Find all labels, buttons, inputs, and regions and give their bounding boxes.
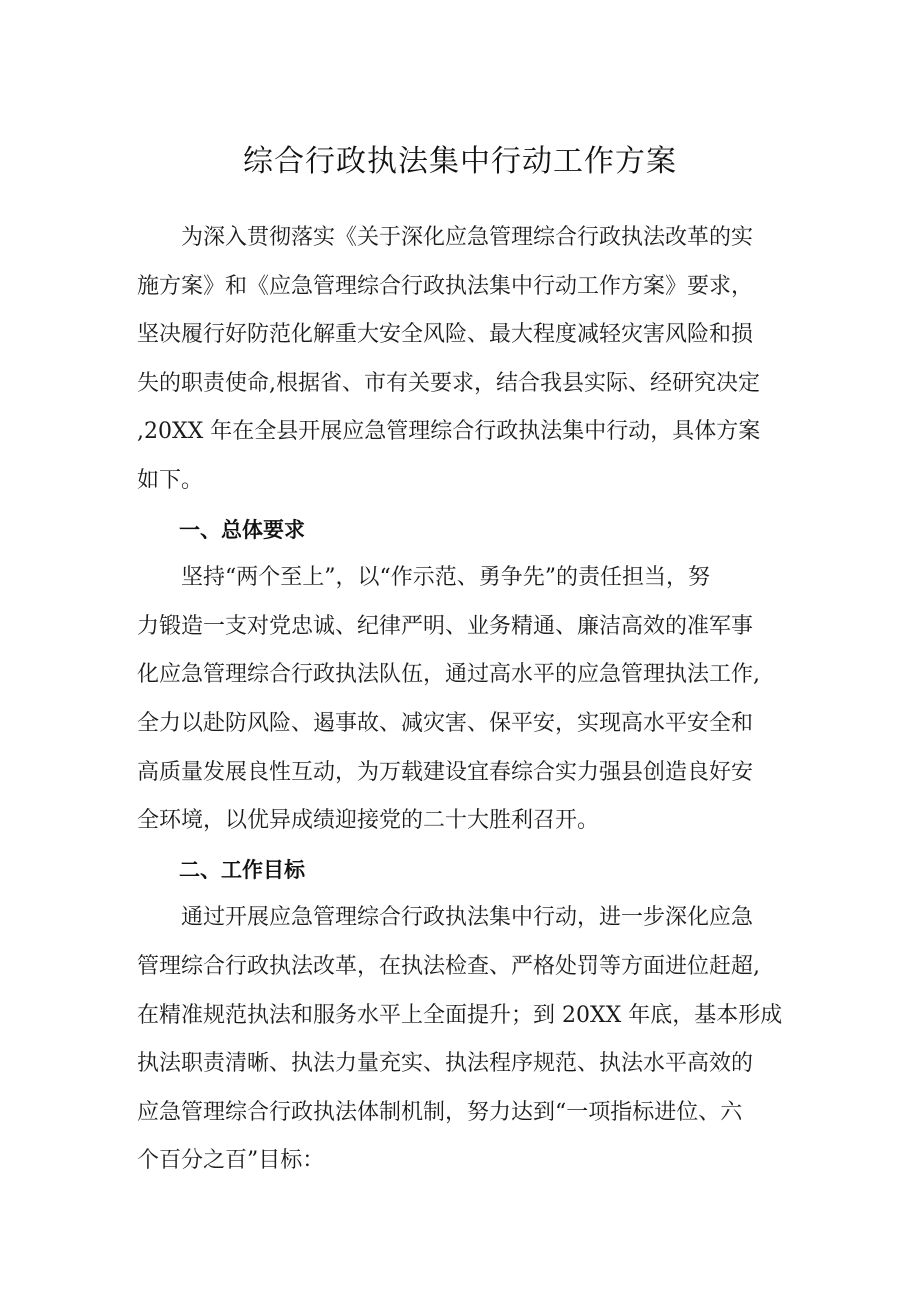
document-body	[137, 214, 807, 1186]
text-line: 执法职责清晰、执法力量充实、执法程序规范、执法水平高效的	[137, 1051, 754, 1077]
text-line: 化应急管理综合行政执法队伍，通过高水平的应急管理执法工作,	[137, 662, 760, 688]
document-title: 综合行政执法集中行动工作方案	[243, 144, 677, 179]
text-line: ,20XX 年在全县开展应急管理综合行政执法集中行动，具体方案	[137, 419, 761, 445]
text-line: 全环境，以优异成绩迎接党的二十大胜利召开。	[137, 808, 600, 834]
text-line: 坚持“两个至上”，以“作示范、勇争先”的责任担当，努	[181, 565, 710, 591]
section-heading: 二、工作目标	[179, 857, 305, 882]
text-line: 个百分之百”目标：	[137, 1148, 325, 1174]
section-paragraph	[137, 554, 807, 846]
text-line: 如下。	[137, 467, 204, 493]
text-line: 施方案》和《应急管理综合行政执法集中行动工作方案》要求，	[137, 273, 754, 299]
section-paragraph	[137, 894, 807, 1186]
text-line: 坚决履行好防范化解重大安全风险、最大程度减轻灾害风险和损	[137, 322, 754, 348]
text-line: 全力以赴防风险、遏事故、减灾害、保平安，实现高水平安全和	[137, 710, 754, 736]
text-line: 失的职责使命,根据省、市有关要求，结合我县实际、经研究决定	[137, 370, 760, 396]
text-line: 管理综合行政执法改革，在执法检查、严格处罚等方面进位赶超,	[137, 953, 760, 979]
text-line: 应急管理综合行政执法体制机制，努力达到“一项指标进位、六	[137, 1099, 743, 1125]
text-line: 为深入贯彻落实《关于深化应急管理综合行政执法改革的实	[181, 225, 754, 250]
text-line: 通过开展应急管理综合行政执法集中行动，进一步深化应急	[181, 905, 754, 931]
intro-paragraph	[137, 214, 807, 506]
text-line: 在精准规范执法和服务水平上全面提升；到 20XX 年底，基本形成	[137, 1002, 783, 1028]
section-heading: 一、总体要求	[179, 517, 305, 542]
text-line: 高质量发展良性互动，为万载建设宜春综合实力强县创造良好安	[137, 759, 754, 785]
text-line: 力锻造一支对党忠诚、纪律严明、业务精通、廉洁高效的准军事	[137, 613, 754, 639]
